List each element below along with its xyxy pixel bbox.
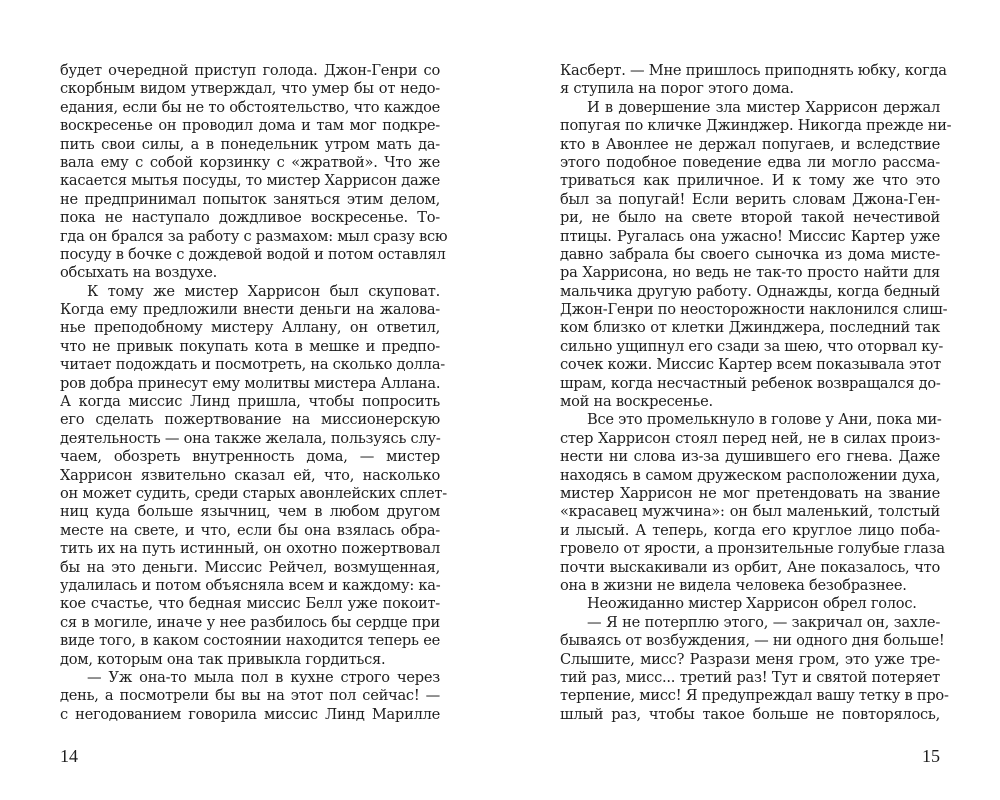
text-line: сильно ущипнул его сзади за шею, что оторвал ку- bbox=[560, 337, 944, 355]
text-line: посуду в бочке с дождевой водой и потом оставлял bbox=[60, 245, 446, 263]
text-line: месте на свете, и что, если бы она взялась обра- bbox=[60, 521, 440, 539]
text-line: и лысый. А теперь, когда его круглое лицо поба- bbox=[560, 521, 940, 539]
text-line: бы на это деньги. Миссис Рейчел, возмущенная, bbox=[60, 558, 440, 576]
text-line: чаем, обозреть внутренность дома, — мистер bbox=[60, 448, 440, 466]
text-line: Харрисон язвительно сказал ей, что, насколько bbox=[60, 466, 440, 484]
text-line: едания, если бы не то обстоятельство, что каждое bbox=[60, 98, 440, 116]
page-number-right: 15 bbox=[922, 746, 940, 766]
text-line: ров добра принесут ему молитвы мистера Аллана. bbox=[60, 374, 441, 392]
paragraph bbox=[60, 282, 447, 669]
text-line: стер Харрисон стоял перед ней, не в силах произ- bbox=[560, 429, 940, 447]
text-line: ком близко от клетки Джинджера, последний так bbox=[560, 319, 940, 337]
text-line: вала ему с собой корзинку с «жратвой». Что же bbox=[60, 153, 440, 171]
text-line: гровело от ярости, а пронзительные голубые глаза bbox=[560, 540, 945, 558]
paragraph bbox=[560, 62, 947, 99]
text-line: мальчика другую работу. Однажды, когда бедный bbox=[560, 282, 940, 300]
text-line: мой на воскресенье. bbox=[560, 393, 713, 411]
text-line: пока не наступало дождливое воскресенье. То- bbox=[60, 209, 440, 227]
text-line: терпение, мисс! Я предупреждал вашу тетку в про- bbox=[560, 687, 949, 705]
text-line: ниц куда больше язычниц, чем в любом другом bbox=[60, 503, 440, 521]
text-line: она в жизни не видела человека безобразнее. bbox=[560, 576, 907, 594]
text-line: гда он брался за работу с размахом: мыл сразу всю bbox=[60, 227, 448, 245]
text-line: читает подождать и посмотреть, на сколько долла- bbox=[60, 356, 445, 374]
text-line: удалилась и потом объясняла всем и каждому: ка- bbox=[60, 576, 441, 594]
left-page-text bbox=[60, 62, 448, 724]
text-line: попугая по кличке Джинджер. Никогда прежде ни- bbox=[560, 117, 952, 135]
paragraph bbox=[60, 62, 448, 283]
text-line: А когда миссис Линд пришла, чтобы попросить bbox=[60, 393, 440, 411]
text-line: я ступила на порог этого дома. bbox=[560, 80, 794, 98]
text-line: деятельность — она также желала, пользуясь слу- bbox=[60, 429, 441, 447]
text-line: его сделать пожертвование на миссионерскую bbox=[60, 411, 440, 429]
text-line: птицы. Ругалась она ужасно! Миссис Картер уже bbox=[560, 227, 940, 245]
text-line: Все это промелькнуло в голове у Ани, пока ми- bbox=[587, 411, 942, 429]
text-line: почти выскакивали из орбит, Ане показалось, что bbox=[560, 558, 940, 576]
text-line: Слышите, мисс? Разрази меня гром, это уже тре- bbox=[560, 650, 940, 668]
text-line: пить свои силы, а в понедельник утром мать да- bbox=[60, 135, 440, 153]
text-line: тий раз, мисс... третий раз! Тут и святой потеряет bbox=[560, 668, 940, 686]
text-line: Касберт. — Мне пришлось приподнять юбку, когда bbox=[560, 62, 947, 79]
text-line: что не привык покупать кота в мешке и предпо- bbox=[60, 337, 440, 355]
right-page-text bbox=[560, 62, 952, 724]
text-line: — Я не потерплю этого, — закричал он, захле- bbox=[587, 613, 940, 631]
paragraph bbox=[560, 411, 945, 595]
text-line: будет очередной приступ голода. Джон-Генри со bbox=[60, 62, 440, 79]
text-line: давно забрала бы своего сыночка из дома мисте- bbox=[560, 245, 940, 263]
text-line: был за попугай! Если верить словам Джона-Ген- bbox=[560, 190, 940, 208]
text-line: не предпринимал попыток заняться этим делом, bbox=[60, 190, 440, 208]
text-line: шлый раз, чтобы такое больше не повторялось, bbox=[560, 705, 940, 723]
text-line: нье преподобному мистеру Аллану, он ответил, bbox=[60, 319, 440, 337]
text-line: И в довершение зла мистер Харрисон держал bbox=[587, 98, 940, 116]
page-number-left: 14 bbox=[60, 746, 78, 766]
text-line: день, а посмотрели бы вы на этот пол сейчас! — bbox=[60, 687, 440, 705]
paragraph bbox=[560, 98, 952, 412]
text-line: сочек кожи. Миссис Картер всем показывала этот bbox=[560, 356, 941, 374]
text-line: — Уж она-то мыла пол в кухне строго через bbox=[87, 668, 440, 686]
text-line: виде того, в каком состоянии находится теперь ее bbox=[60, 632, 440, 650]
text-line: Неожиданно мистер Харрисон обрел голос. bbox=[587, 595, 917, 613]
text-line: триваться как приличное. И к тому же что это bbox=[560, 172, 940, 190]
text-line: кто в Авонлее не держал попугаев, и вследствие bbox=[560, 135, 940, 153]
text-line: этого подобное поведение едва ли могло рассма- bbox=[560, 153, 940, 171]
text-line: нести ни слова из-за душившего его гнева. Даже bbox=[560, 448, 940, 466]
text-line: воскресенье он проводил дома и там мог подкре- bbox=[60, 117, 440, 135]
text-line: дом, которым она так привыкла гордиться. bbox=[60, 650, 386, 668]
text-line: шрам, когда несчастный ребенок возвращался до- bbox=[560, 374, 941, 392]
text-line: касается мытья посуды, то мистер Харрисон даже bbox=[60, 172, 440, 190]
paragraph bbox=[560, 595, 940, 613]
text-line: «красавец мужчина»: он был маленький, толстый bbox=[560, 503, 940, 521]
text-line: ся в могиле, иначе у нее разбилось бы сердце при bbox=[60, 613, 440, 631]
text-line: тить их на путь истинный, он охотно пожертвовал bbox=[60, 540, 440, 558]
text-line: он может судить, среди старых авонлейских сплет- bbox=[60, 484, 447, 502]
text-line: находясь в самом дружеском расположении духа, bbox=[560, 466, 940, 484]
text-line: ра Харрисона, но ведь не так-то просто найти для bbox=[560, 264, 940, 282]
text-line: скорбным видом утверждал, что умер бы от недо- bbox=[60, 80, 440, 98]
text-line: К тому же мистер Харрисон был скуповат. bbox=[87, 282, 440, 300]
text-line: обсыхать на воздухе. bbox=[60, 264, 218, 282]
paragraph bbox=[60, 669, 440, 724]
text-line: мистер Харрисон не мог претендовать на звание bbox=[560, 484, 940, 502]
text-line: с негодованием говорила миссис Линд Марилле bbox=[60, 705, 440, 723]
text-line: бываясь от возбуждения, — ни одного дня больше! bbox=[560, 632, 945, 650]
paragraph bbox=[560, 613, 949, 724]
text-line: кое счастье, что бедная миссис Белл уже покоит- bbox=[60, 595, 440, 613]
text-line: Джон-Генри по неосторожности наклонился слиш- bbox=[560, 301, 948, 319]
text-line: ри, не было на свете второй такой нечестивой bbox=[560, 209, 940, 227]
text-line: Когда ему предложили внести деньги на жалова- bbox=[60, 301, 440, 319]
